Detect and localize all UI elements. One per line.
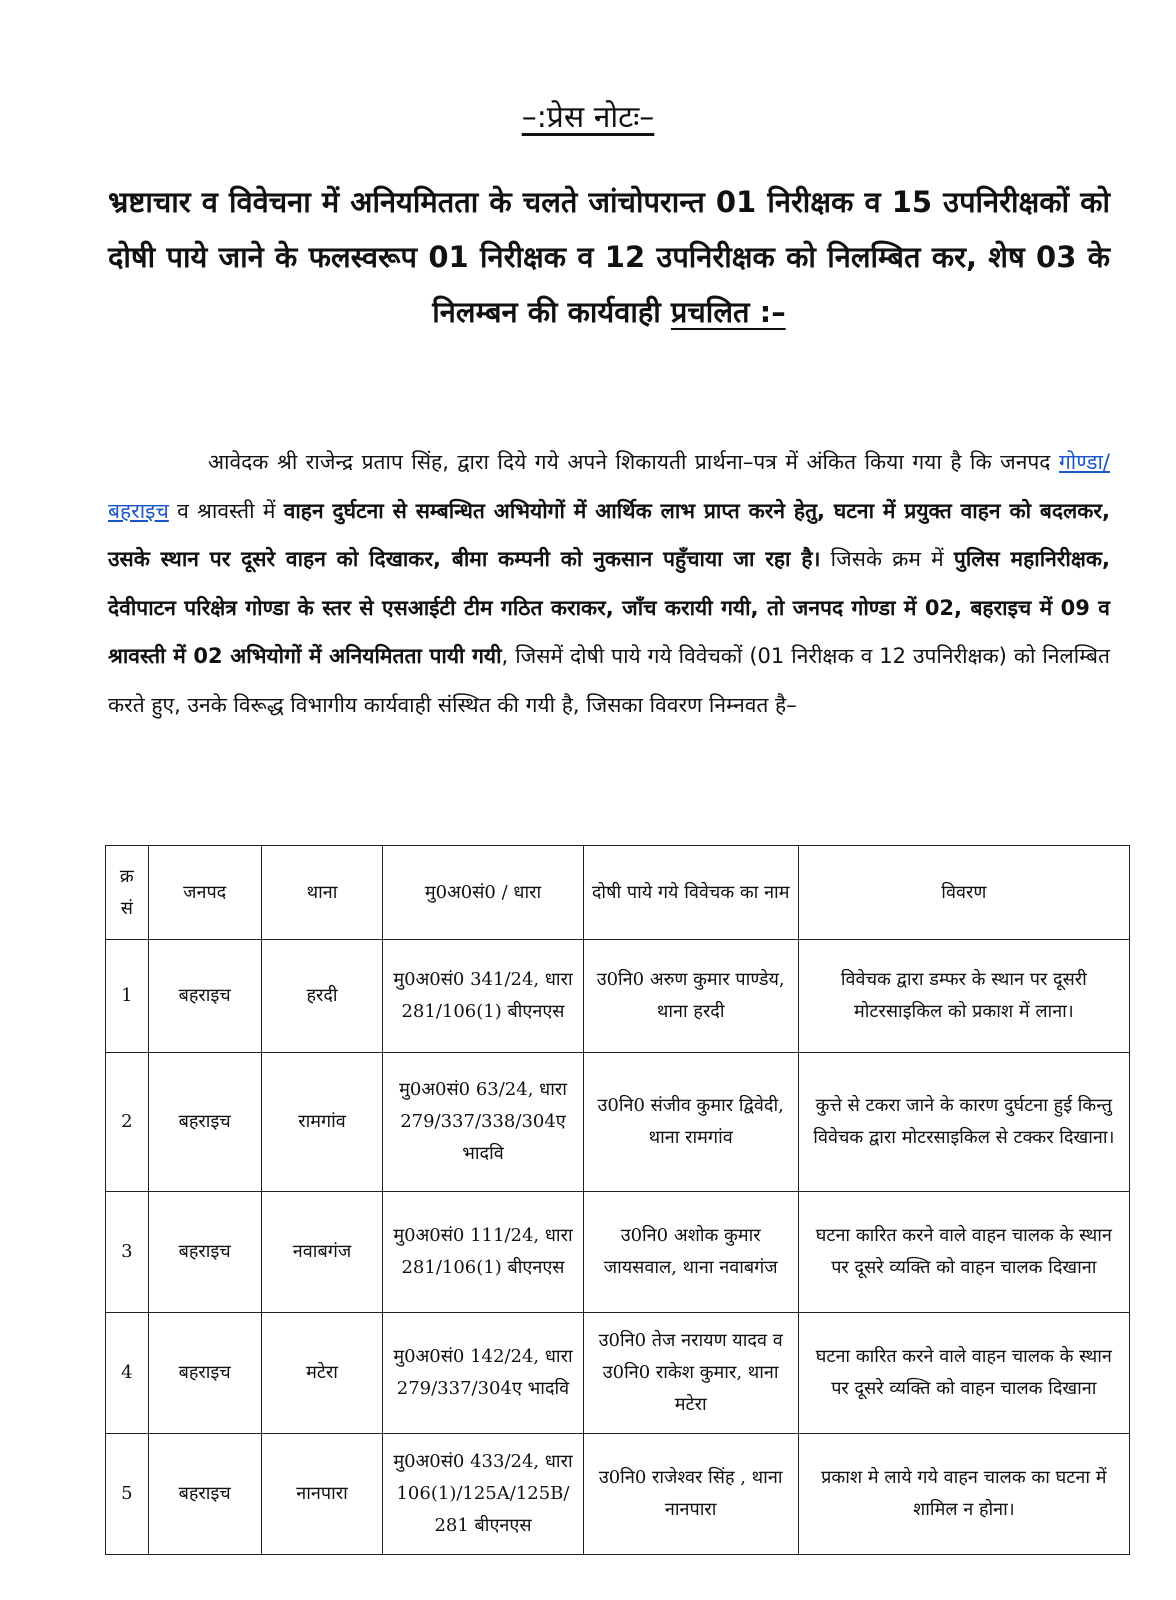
cell-investigator: उ0नि0 अरुण कुमार पाण्डेय, थाना हरदी	[583, 940, 798, 1053]
cell-case-section: मु0अ0सं0 111/24, धारा 281/106(1) बीएनएस	[383, 1192, 583, 1313]
cell-district: बहराइच	[148, 1053, 261, 1192]
cell-case-section: मु0अ0सं0 63/24, धारा 279/337/338/304ए भादवि	[383, 1053, 583, 1192]
cell-details: विवेचक द्वारा डम्फर के स्थान पर दूसरी मोटरसाइकिल को प्रकाश में लाना।	[798, 940, 1129, 1053]
cell-police-station: रामगांव	[261, 1053, 383, 1192]
header-serial: क्र सं	[106, 846, 149, 940]
table-row	[106, 1053, 1130, 1192]
body-bold-2: पुलिस महानिरीक्षक, देवीपाटन परिक्षेत्र गोण्डा के स्तर से एसआईटी टीम गठित कराकर, जाँच करायी गयी, तो जनपद गोण्डा में 02, बहराइच में 09 व श्रावस्ती में 02 अभियोगों में अनियमितता पायी गयी	[108, 547, 1110, 668]
table-row	[106, 940, 1130, 1053]
header-investigator: दोषी पाये गये विवेचक का नाम	[583, 846, 798, 940]
cell-investigator: उ0नि0 राजेश्वर सिंह , थाना नानपारा	[583, 1434, 798, 1555]
details-table	[105, 845, 1130, 1555]
cell-serial: 3	[106, 1192, 149, 1313]
cell-investigator: उ0नि0 संजीव कुमार द्विवेदी, थाना रामगांव	[583, 1053, 798, 1192]
table-row	[106, 1313, 1130, 1434]
district-link[interactable]: गोण्डा/बहराइच	[108, 450, 1110, 523]
header-case-section: मु0अ0सं0 / धारा	[383, 846, 583, 940]
table-row	[106, 1192, 1130, 1313]
cell-investigator: उ0नि0 तेज नरायण यादव व उ0नि0 राकेश कुमार, थाना मटेरा	[583, 1313, 798, 1434]
header-details: विवरण	[798, 846, 1129, 940]
cell-district: बहराइच	[148, 1434, 261, 1555]
cell-details: प्रकाश मे लाये गये वाहन चालक का घटना में शामिल न होना।	[798, 1434, 1129, 1555]
press-note-title	[0, 95, 1176, 136]
cell-case-section: मु0अ0सं0 142/24, धारा 279/337/304ए भादवि	[383, 1313, 583, 1434]
headline-text: भ्रष्टाचार व विवेचना में अनियमितता के चलते जांचोपरान्त 01 निरीक्षक व 15 उपनिरीक्षकों को दोषी पाये जाने के फलस्वरूप 01 निरीक्षक व 12 उपनिरीक्षक को निलम्बित कर, शेष 03 के निलम्बन की कार्यवाही	[108, 185, 1110, 329]
body-bold-1: वाहन दुर्घटना से सम्बन्धित अभियोगों में आर्थिक लाभ प्राप्त करने हेतु, घटना में प्रयुक्त वाहन को बदलकर, उसके स्थान पर दूसरे वाहन को दिखाकर, बीमा कम्पनी को नुकसान पहुँचाया जा रहा है।	[108, 498, 1110, 571]
cell-case-section: मु0अ0सं0 341/24, धारा 281/106(1) बीएनएस	[383, 940, 583, 1053]
cell-details: कुत्ते से टकरा जाने के कारण दुर्घटना हुई किन्तु विवेचक द्वारा मोटरसाइकिल से टक्कर दिखाना।	[798, 1053, 1129, 1192]
header-police-station: थाना	[261, 846, 383, 940]
body-text-2: व श्रावस्ती में	[177, 498, 276, 523]
cell-district: बहराइच	[148, 1313, 261, 1434]
body-text-1: आवेदक श्री राजेन्द्र प्रताप सिंह, द्वारा दिये गये अपने शिकायती प्रार्थना–पत्र में अंकित किया गया है कि जनपद	[208, 450, 1051, 474]
header-district: जनपद	[148, 846, 261, 940]
table-row	[106, 1434, 1130, 1555]
cell-details: घटना कारित करने वाले वाहन चालक के स्थान पर दूसरे व्यक्ति को वाहन चालक दिखाना	[798, 1313, 1129, 1434]
headline	[108, 175, 1110, 340]
body-text-4: , जिसमें दोषी पाये गये विवेचकों (01 निरीक्षक व 12 उपनिरीक्षक) को निलम्बित करते हुए, उनके विरूद्ध विभागीय कार्यवाही संस्थित की गयी है, जिसका विवरण निम्नवत है–	[108, 644, 1110, 717]
cell-police-station: नानपारा	[261, 1434, 383, 1555]
cell-serial: 2	[106, 1053, 149, 1192]
cell-investigator: उ0नि0 अशोक कुमार जायसवाल, थाना नवाबगंज	[583, 1192, 798, 1313]
cell-serial: 5	[106, 1434, 149, 1555]
cell-district: बहराइच	[148, 1192, 261, 1313]
headline-last-line: प्रचलित :–	[670, 295, 786, 329]
cell-details: घटना कारित करने वाले वाहन चालक के स्थान पर दूसरे व्यक्ति को वाहन चालक दिखाना	[798, 1192, 1129, 1313]
cell-serial: 1	[106, 940, 149, 1053]
cell-police-station: हरदी	[261, 940, 383, 1053]
body-text-3: जिसके क्रम में	[830, 547, 944, 571]
cell-police-station: मटेरा	[261, 1313, 383, 1434]
cell-district: बहराइच	[148, 940, 261, 1053]
cell-case-section: मु0अ0सं0 433/24, धारा 106(1)/125A/125B/ 281 बीएनएस	[383, 1434, 583, 1555]
table-header-row	[106, 846, 1130, 940]
cell-police-station: नवाबगंज	[261, 1192, 383, 1313]
cell-serial: 4	[106, 1313, 149, 1434]
title-text: –:प्रेस नोटः–	[521, 100, 655, 135]
body-paragraph	[108, 438, 1110, 729]
